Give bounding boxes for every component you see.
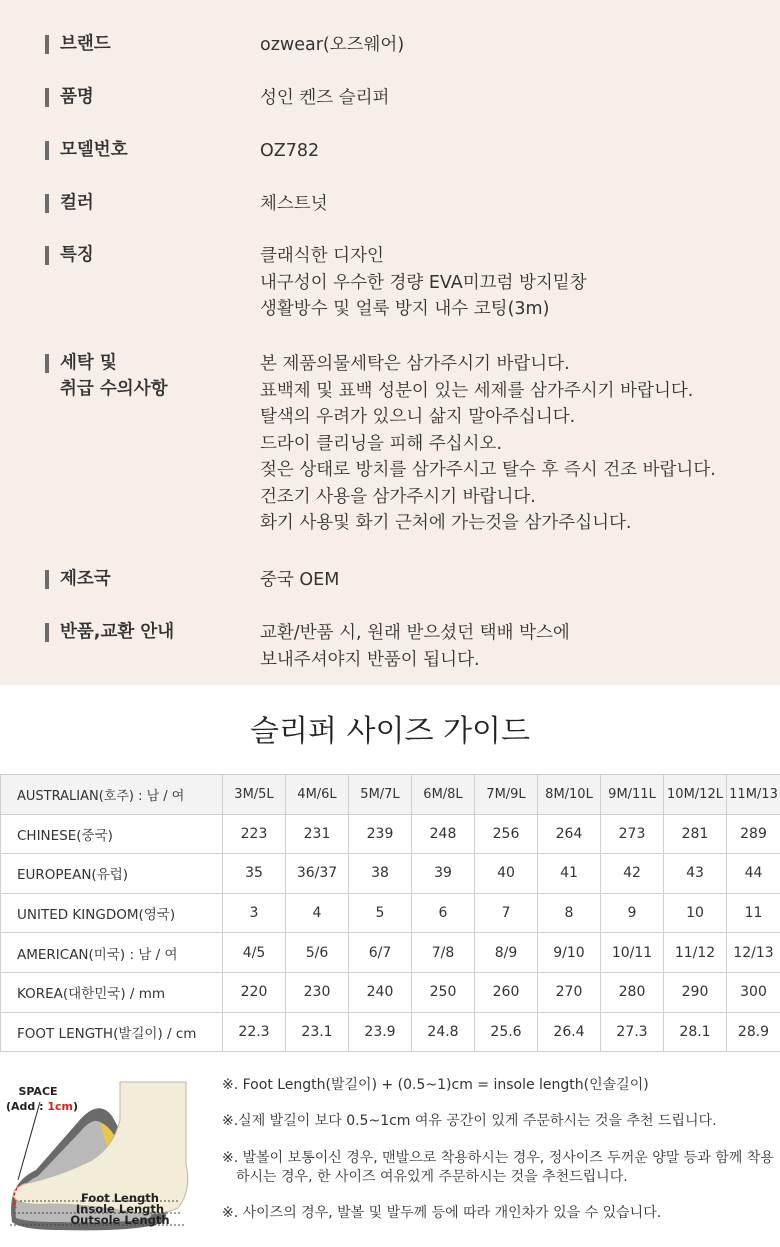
size-cell: 28.9 [727,1012,780,1052]
info-value-line: 건조기 사용을 삼가주시기 바랍니다. [260,486,536,507]
info-value-line: 교환/반품 시, 원래 받으셨던 택배 박스에 [260,623,570,643]
size-row [1,814,780,854]
size-cell: 3 [223,893,286,933]
info-value: ozwear(오즈웨어) [260,35,405,55]
info-label: 품명 [60,87,94,107]
note-insole-formula: ※. Foot Length(발길이) + (0.5~1)cm = insole length(인솔길이) [222,1077,649,1093]
size-cell: 11M/13 [727,775,780,815]
size-cell: 12/13 [727,933,780,973]
size-cell: 223 [223,814,286,854]
size-row-label: KOREA(대한민국) / mm [1,972,223,1012]
size-cell: 5 [349,893,412,933]
size-cell: 4M/6L [286,775,349,815]
size-cell: 8M/10L [538,775,601,815]
size-row [1,775,780,815]
size-row-label: UNITED KINGDOM(영국) [1,893,223,933]
size-cell: 8 [538,893,601,933]
size-cell: 11/12 [664,933,727,973]
size-row [1,933,780,973]
row-marker [45,141,49,160]
info-value-line: 내구성이 우수한 경량 EVA미끄럼 방지밑창 [260,272,587,293]
size-guide-title: 슬리퍼 사이즈 가이드 [250,714,530,749]
size-cell: 3M/5L [223,775,286,815]
size-cell: 289 [727,814,780,854]
size-row-label: FOOT LENGTH(발길이) / cm [1,1012,223,1052]
size-cell: 9 [601,893,664,933]
info-label: 컬러 [60,193,94,213]
size-cell: 260 [475,972,538,1012]
size-cell: 280 [601,972,664,1012]
size-cell: 250 [412,972,475,1012]
size-cell: 6M/8L [412,775,475,815]
size-cell: 240 [349,972,412,1012]
foot-length-label: Foot Length [81,1191,159,1205]
size-cell: 248 [412,814,475,854]
size-cell: 239 [349,814,412,854]
size-cell: 230 [286,972,349,1012]
size-row-label: CHINESE(중국) [1,814,223,854]
size-cell: 231 [286,814,349,854]
size-row [1,854,780,894]
size-cell: 42 [601,854,664,894]
info-value: OZ782 [260,141,320,161]
outsole-length-label: Outsole Length [70,1213,170,1227]
size-row [1,893,780,933]
size-row [1,1012,780,1052]
note-extra-space: ※.실제 발길이 보다 0.5~1cm 여유 공간이 있게 주문하시는 것을 추천 드립니다. [222,1113,717,1129]
size-cell: 220 [223,972,286,1012]
row-marker [45,194,49,213]
info-label: 특징 [60,245,94,265]
size-cell: 35 [223,854,286,894]
size-cell: 7M/9L [475,775,538,815]
info-value-line: 본 제품의물세탁은 삼가주시기 바랍니다. [260,354,570,374]
info-value-line: 화기 사용및 화기 근처에 가는것을 삼가주십니다. [260,513,632,533]
size-row-label: EUROPEAN(유럽) [1,854,223,894]
row-marker [45,88,49,107]
size-cell: 23.1 [286,1012,349,1052]
size-cell: 7/8 [412,933,475,973]
size-row-label: AUSTRALIAN(호주) : 남 / 여 [1,775,223,815]
size-chart-table [0,774,780,1052]
size-cell: 36/37 [286,854,349,894]
size-cell: 9M/11L [601,775,664,815]
size-cell: 26.4 [538,1012,601,1052]
size-cell: 11 [727,893,780,933]
size-cell: 22.3 [223,1012,286,1052]
info-value: 중국 OEM [260,570,340,590]
size-cell: 44 [727,854,780,894]
note-individual-difference: ※. 사이즈의 경우, 발볼 및 발두께 등에 따라 개인차가 있을 수 있습니다. [222,1205,662,1221]
info-label-line2: 취급 수의사항 [60,379,168,399]
size-cell: 25.6 [475,1012,538,1052]
size-cell: 28.1 [664,1012,727,1052]
note-wide-foot-line1: ※. 발볼이 보통이신 경우, 맨발으로 착용하시는 경우, 정사이즈 두꺼운 양말 등과 함께 착용 [222,1150,774,1166]
info-value-line: 드라이 클리닝을 피해 주십시오. [260,433,503,454]
note-wide-foot-line2: 하시는 경우, 한 사이즈 여유있게 주문하시는 것을 추천드립니다. [236,1169,628,1185]
size-cell: 43 [664,854,727,894]
row-marker [45,623,49,642]
size-cell: 10/11 [601,933,664,973]
info-label: 제조국 [60,569,111,589]
size-cell: 40 [475,854,538,894]
info-label: 브랜드 [60,34,111,54]
size-cell: 27.3 [601,1012,664,1052]
size-cell: 290 [664,972,727,1012]
size-cell: 7 [475,893,538,933]
size-cell: 6/7 [349,933,412,973]
size-cell: 256 [475,814,538,854]
size-row [1,972,780,1012]
size-cell: 5M/7L [349,775,412,815]
info-value-line: 보내주셔야지 반품이 됩니다. [260,649,480,670]
info-value-line: 생활방수 및 얼룩 방지 내수 코팅(3m) [260,299,550,319]
row-marker [45,570,49,589]
info-value-line: 클래식한 디자인 [260,246,384,266]
size-cell: 8/9 [475,933,538,973]
size-cell: 5/6 [286,933,349,973]
size-cell: 41 [538,854,601,894]
row-marker [45,354,49,373]
size-cell: 39 [412,854,475,894]
size-cell: 4 [286,893,349,933]
insole-length-label: Insole Length [75,1202,165,1216]
space-label: SPACE [18,1085,58,1098]
size-row-label: AMERICAN(미국) : 남 / 여 [1,933,223,973]
size-cell: 23.9 [349,1012,412,1052]
size-cell: 264 [538,814,601,854]
size-cell: 270 [538,972,601,1012]
info-value-line: 탈색의 우려가 있으니 삶지 말아주십니다. [260,407,576,427]
size-cell: 4/5 [223,933,286,973]
size-cell: 300 [727,972,780,1012]
info-value: 성인 켄즈 슬리퍼 [260,88,390,108]
size-cell: 273 [601,814,664,854]
size-cell: 281 [664,814,727,854]
info-value-line: 젖은 상태로 방치를 삼가주시고 탈수 후 즉시 건조 바랍니다. [260,460,716,480]
size-cell: 38 [349,854,412,894]
row-marker [45,246,49,265]
size-cell: 10 [664,893,727,933]
info-label: 반품,교환 안내 [60,622,175,642]
size-cell: 6 [412,893,475,933]
size-cell: 10M/12L [664,775,727,815]
info-label: 세탁 및 [60,353,117,373]
info-value: 체스트넛 [260,194,328,214]
size-cell: 24.8 [412,1012,475,1052]
info-value-line: 표백제 및 표백 성분이 있는 세제를 삼가주시기 바랍니다. [260,380,694,401]
row-marker [45,35,49,54]
space-add-label: (Add : 1cm) [6,1100,79,1113]
info-label: 모델번호 [60,140,128,160]
size-cell: 9/10 [538,933,601,973]
